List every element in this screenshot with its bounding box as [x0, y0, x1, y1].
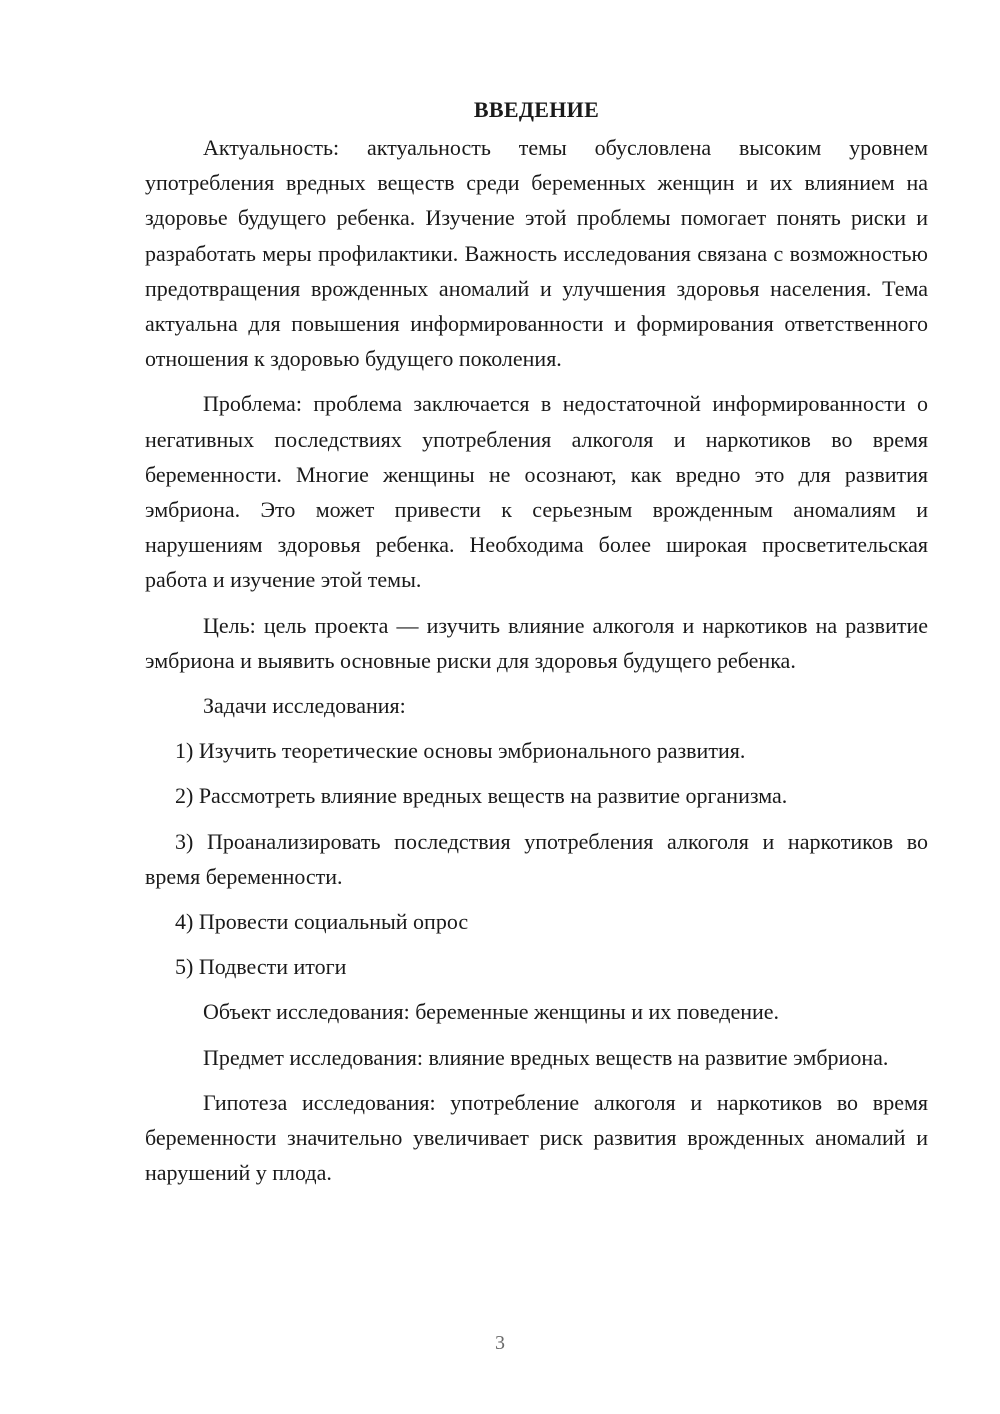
paragraph-goal: Цель: цель проекта — изучить влияние алкоголя и наркотиков на развитие эмбриона и выявить основные риски для здоровья будущего ребенка. [145, 612, 928, 673]
task-item-1: 1) Изучить теоретические основы эмбрионального развития. [175, 738, 746, 764]
paragraph-hypothesis: Гипотеза исследования: употребление алкоголя и наркотиков во время беременности значительно увеличивает риск развития врожденных аномалий и нарушений у плода. [145, 1089, 928, 1186]
paragraph-object: Объект исследования: беременные женщины и их поведение. [203, 999, 780, 1025]
task-item-3: 3) Проанализировать последствия употребления алкоголя и наркотиков во время беременности. [145, 828, 928, 889]
paragraph-subject: Предмет исследования: влияние вредных веществ на развитие эмбриона. [203, 1044, 889, 1070]
task-item-2: 2) Рассмотреть влияние вредных веществ на развитие организма. [175, 783, 788, 809]
task-item-4: 4) Провести социальный опрос [175, 909, 469, 935]
document-page [145, 90, 928, 1190]
paragraph-relevance: Актуальность: актуальность темы обусловлена высоким уровнем употребления вредных веществ среди беременных женщин и их влиянием на здоровье будущего ребенка. Изучение этой проблемы помогает понять риски и разработать меры профилактики. Важность исследования связана с возможностью предотвращения врожденных аномалий и улучшения здоровья населения. Тема актуальна для повышения информированности и формирования ответственного отношения к здоровью будущего поколения. [145, 135, 928, 372]
tasks-heading: Задачи исследования: [203, 693, 406, 719]
section-title: ВВЕДЕНИЕ [473, 97, 600, 122]
page-number: 3 [495, 1332, 505, 1354]
paragraph-problem: Проблема: проблема заключается в недостаточной информированности о негативных последствиях употребления алкоголя и наркотиков во время беременности. Многие женщины не осознают, как вредно это для развития эмбриона. Это может привести к серьезным врожденным аномалиям и нарушениям здоровья ребенка. Необходима более широкая просветительская работа и изучение этой темы. [145, 391, 928, 593]
task-item-5: 5) Подвести итоги [175, 954, 347, 980]
